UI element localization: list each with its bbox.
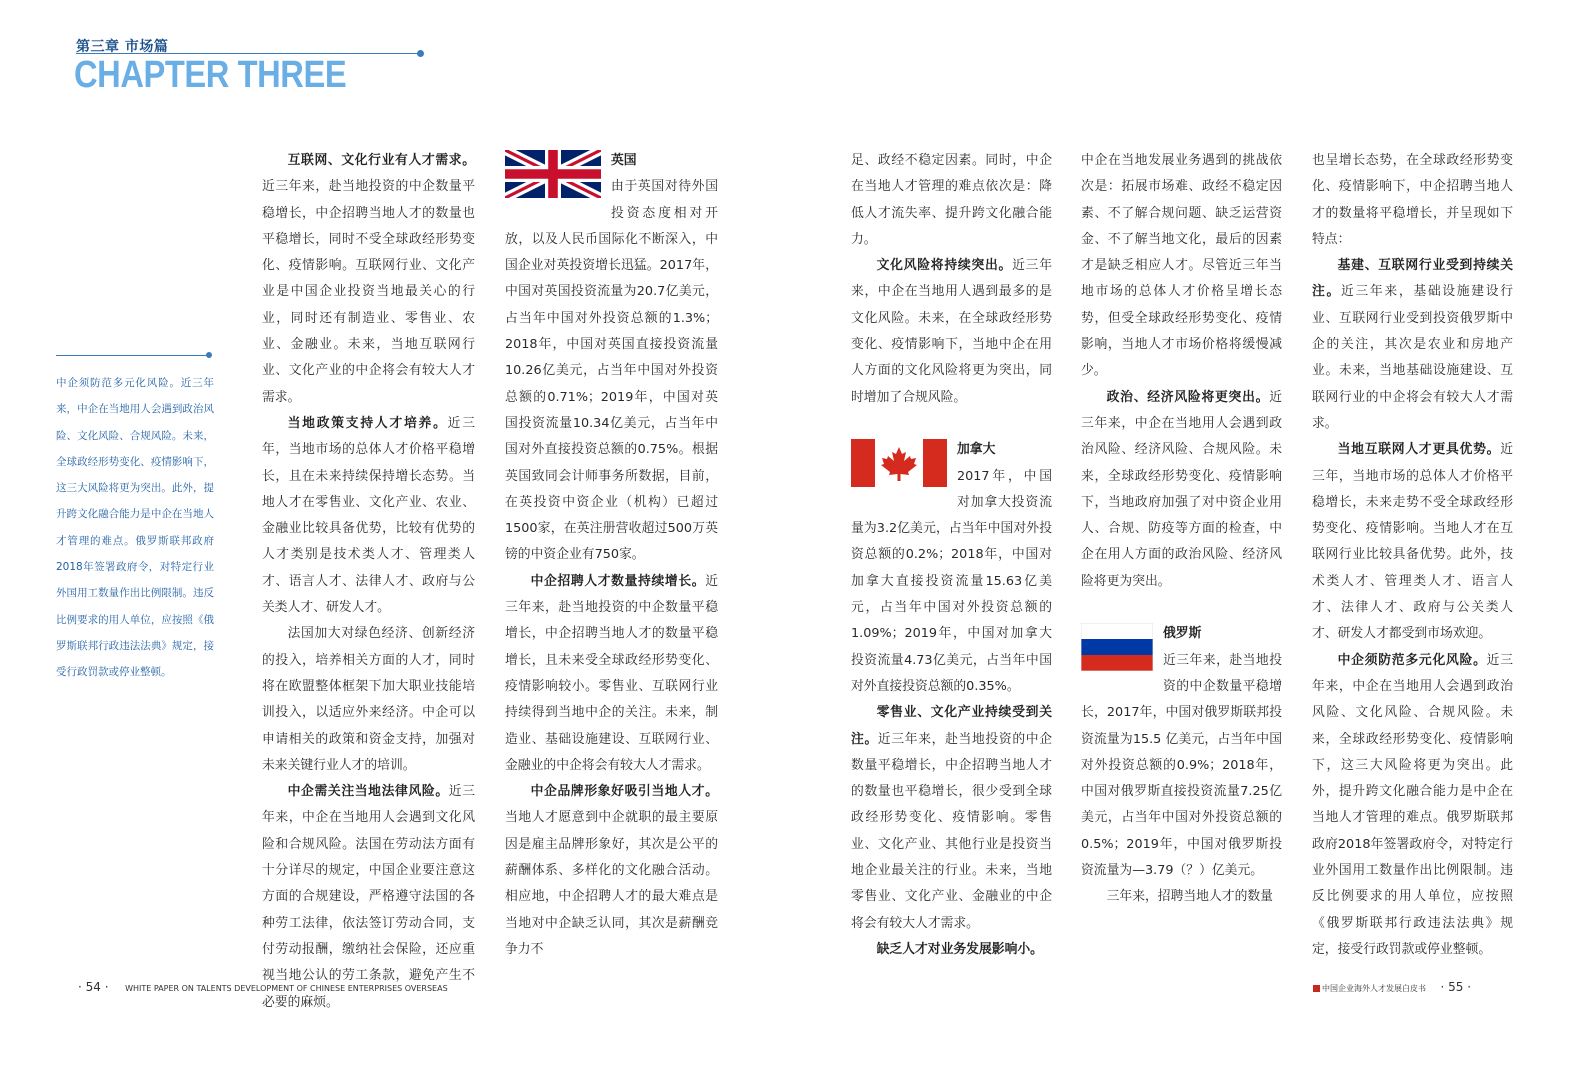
uk-title: 英国 [611, 153, 637, 168]
paragraph-heading: 当地政策支持人才培养。 [287, 415, 448, 431]
column-3 [851, 148, 1052, 963]
column-5 [1312, 148, 1513, 963]
sidebar-rule [56, 355, 209, 356]
header-rule-dot [417, 50, 424, 57]
chapter-subtitle: 第三章 市场篇 [76, 39, 169, 55]
paragraph: 足、政经不稳定因素。同时，中企在当地人才管理的难点依次是：降低人才流失率、提升跨文化融合能力。 [851, 153, 1052, 247]
red-square-icon [1313, 985, 1320, 992]
canada-title: 加拿大 [957, 442, 996, 458]
column-4 [1081, 148, 1282, 911]
paragraph-heading: 缺乏人才对业务发展影响小。 [876, 941, 1043, 957]
chapter-title: CHAPTER THREE [74, 54, 347, 96]
russia-title: 俄罗斯 [1163, 626, 1202, 642]
paragraph-text: 近三年来，中企在当地用人会遇到政治风险、文化风险、合规风险。未来，全球政经形势变化、疫情影响下，这三大风险将更为突出。此外，提升跨文化融合能力是中企在当地人才管理的难点。俄罗斯联邦政府2018年签署政府令，对特定行业外国用工数量作出比例限制。违反比例要求的用人单位，应按照《俄罗斯联邦行政违法法典》规定，接受行政罚款或停业整顿。 [1312, 652, 1514, 957]
paragraph [851, 253, 1052, 411]
uk-text: 由于英国对待外国投资态度相对开放，以及人民币国际化不断深入，中国企业对英投资增长迅猛。2017年，中国对英国投资流量为20.7亿美元，占当年中国对外投资总额的1.3%；2018年，中国对英国直接投资流量10.26亿美元，占当年中国对外投资总额的0.71%；2019年，中国对英国投资流量10.34亿美元，占当年中国对外直接投资总额的0.75%。根据英国致同会计师事务所数据，目前，在英投资中资企业（机构）已超过1500家，在英注册营收超过500万英镑的中资企业有750家。 [505, 179, 718, 563]
paragraph-heading: 基建、互联网行业受到持续关注。 [1312, 258, 1513, 300]
paragraph-text: 当地人才愿意到中企就职的最主要原因是雇主品牌形象好，其次是公平的薪酬体系、多样化的文化融合活动。相应地，中企招聘人才的最大难点是当地对中企缺乏认同，其次是薪酬竞争力不 [505, 810, 718, 957]
paragraph [1312, 648, 1513, 964]
paragraph-text: 近三年，当地市场的总体人才价格平稳增长，且在未来持续保持增长态势。当地人才在零售业、文化产业、农业、金融业比较具备优势，比较有优势的人才类别是技术类人才、管理类人才、语言人才、法律人才、政府与公关类人才、研发人才。 [262, 415, 476, 616]
paragraph-heading: 中企需关注当地法律风险。 [287, 784, 449, 800]
paragraph-heading: 互联网、文化行业有人才需求。 [287, 153, 475, 168]
spacer [1081, 595, 1282, 621]
paragraph-heading: 政治、经济风险将更突出。 [1106, 389, 1270, 405]
paragraph [851, 937, 1052, 963]
page-number-right: · 55 · [1440, 980, 1472, 994]
column-2 [505, 148, 718, 963]
footer-left [78, 980, 448, 994]
canada-flag [851, 439, 947, 487]
paragraph-heading: 中企品牌形象好吸引当地人才。 [530, 784, 718, 800]
paragraph-heading: 零售业、文化产业持续受到关注。 [851, 705, 1052, 747]
paragraph-text: 近三年来，赴当地投资的中企数量平稳增长，中企招聘当地人才的数量也平稳增长，同时不受全球政经形势变化、疫情影响。互联网行业、文化产业是中国企业投资当地最关心的行业，同时还有制造业、零售业、农业、金融业。未来，当地互联网行业、文化产业的中企将会有较大人才需求。 [262, 179, 475, 405]
footer-right [1313, 980, 1471, 994]
paragraph [851, 700, 1052, 937]
paragraph-text: 近三年来，中企在当地用人会遇到政治风险、经济风险、合规风险。未来，全球政经形势变化、疫情影响下，当地政府加强了对中资企业用人、合规、防疫等方面的检查，中企在用人方面的政治风险、经济风险将更为突出。 [1081, 389, 1282, 589]
canada-flag-icon [851, 439, 947, 487]
page-number-left: · 54 · [78, 980, 109, 994]
uk-section [505, 148, 718, 569]
canada-text: 2017年，中国对加拿大投资流量为3.2亿美元，占当年中国对外投资总额的0.2%；2018年，中国对加拿大直接投资流量15.63亿美元，占当年中国对外投资总额的1.09%；2019年，中国对加拿大投资流量4.73亿美元，占当年中国对外直接投资总额的0.35%。 [851, 468, 1052, 694]
paragraph [1081, 385, 1282, 595]
paragraph: 也呈增长态势，在全球政经形势变化、疫情影响下，中企招聘当地人才的数量将平稳增长，并呈现如下特点： [1312, 153, 1513, 247]
spacer [851, 411, 1052, 437]
russia-text: 近三年来，赴当地投资的中企数量平稳增长，2017年，中国对俄罗斯联邦投资流量为15.5 亿美元，占当年中国对外投资总额的0.9%；2018年，中国对俄罗斯直接投资流量7.25亿美元，占当年中国对外投资总额的0.5%；2019年，中国对俄罗斯投资流量为—3.79（？）亿美元。 [1081, 652, 1282, 879]
sidebar-rule-dot [206, 352, 212, 358]
paragraph-text: 近三年来，中企在当地用人会遇到文化风险和合规风险。法国在劳动法方面有十分详尽的规定，中国企业要注意这方面的合规建设，严格遵守法国的各种劳工法律，依法签订劳动合同，支付劳动报酬，缴纳社会保险，还应重视当地公认的劳工条款，避免产生不必要的麻烦。 [262, 784, 476, 1010]
paragraph [505, 779, 718, 963]
uk-flag [505, 150, 601, 198]
paragraph-heading: 中企须防范多元化风险。 [1337, 652, 1487, 668]
paragraph-text: 近三年来，赴当地投资的中企数量平稳增长，中企招聘当地人才的数量平稳增长，且未来受全球政经形势变化、疫情影响较小。零售业、互联网行业持续得到当地中企的关注。未来，制造业、基础设施建设、互联网行业、金融业的中企将会有较大人才需求。 [505, 573, 718, 773]
paragraph: 中企在当地发展业务遇到的挑战依次是：拓展市场难、政经不稳定因素、不了解合规问题、缺乏运营资金、不了解当地文化，最后的因素才是缺乏相应人才。尽管近三年当地市场的总体人才价格呈增长态势，但受全球政经形势变化、疫情影响，当地人才市场价格将缓慢减少。 [1081, 153, 1282, 379]
uk-flag-icon [505, 150, 601, 198]
paragraph [262, 148, 475, 411]
footer-title-cn: 中国企业海外人才发展白皮书 [1322, 984, 1426, 993]
paragraph-heading: 中企招聘人才数量持续增长。 [530, 573, 706, 589]
paragraph-text: 近三年来，赴当地投资的中企数量平稳增长，中企招聘当地人才的数量也平稳增长，很少受到全球政经形势变化、疫情影响。零售业、文化产业、其他行业是投资当地企业最关注的行业。未来，当地零售业、文化产业、金融业的中企将会有较大人才需求。 [851, 731, 1053, 931]
paragraph [262, 411, 475, 621]
paragraph-heading: 文化风险将持续突出。 [876, 258, 1013, 274]
paragraph-heading: 当地互联网人才更具优势。 [1337, 442, 1501, 458]
paragraph-text: 近三年来，基础设施建设行业、互联网行业受到投资俄罗斯中企的关注，其次是农业和房地产业。未来，当地基础设施建设、互联网行业的中企将会有较大人才需求。 [1312, 284, 1514, 431]
russia-flag-icon [1081, 623, 1153, 671]
paragraph-text: 近三年来，中企在当地用人遇到最多的是文化风险。未来，在全球政经形势变化、疫情影响下，当地中企在用人方面的文化风险将更为突出，同时增加了合规风险。 [851, 258, 1053, 405]
paragraph: 三年来，招聘当地人才的数量 [1106, 889, 1273, 905]
footer-title-en: WHITE PAPER ON TALENTS DEVELOPMENT OF CHINESE ENTERPRISES OVERSEAS [125, 984, 448, 993]
paragraph-text: 近三年，当地市场的总体人才价格平稳增长，未来走势不受全球政经形势变化、疫情影响。当地人才在互联网行业比较具备优势。此外，技术类人才、管理类人才、语言人才、法律人才、政府与公关类人才、研发人才都受到市场欢迎。 [1312, 442, 1513, 642]
column-1 [262, 148, 475, 1016]
paragraph [1312, 253, 1513, 437]
paragraph [505, 569, 718, 779]
paragraph [1312, 437, 1513, 647]
sidebar-pull-quote: 中企须防范多元化风险。近三年来，中企在当地用人会遇到政治风险、文化风险、合规风险。未来，全球政经形势变化、疫情影响下，这三大风险将更为突出。此外，提升跨文化融合能力是中企在当地人才管理的难点。俄罗斯联邦政府2018年签署政府令，对特定行业外国用工数量作出比例限制。违反比例要求的用人单位，应按照《俄罗斯联邦行政违法法典》规定，接受行政罚款或停业整顿。 [56, 377, 214, 679]
paragraph: 法国加大对绿色经济、创新经济的投入，培养相关方面的人才，同时将在欧盟整体框架下加大职业技能培训投入，以适应外来经济。中企可以申请相关的政策和资金支持，加强对未来关键行业人才的培训。 [262, 626, 475, 773]
russia-flag [1081, 623, 1153, 671]
